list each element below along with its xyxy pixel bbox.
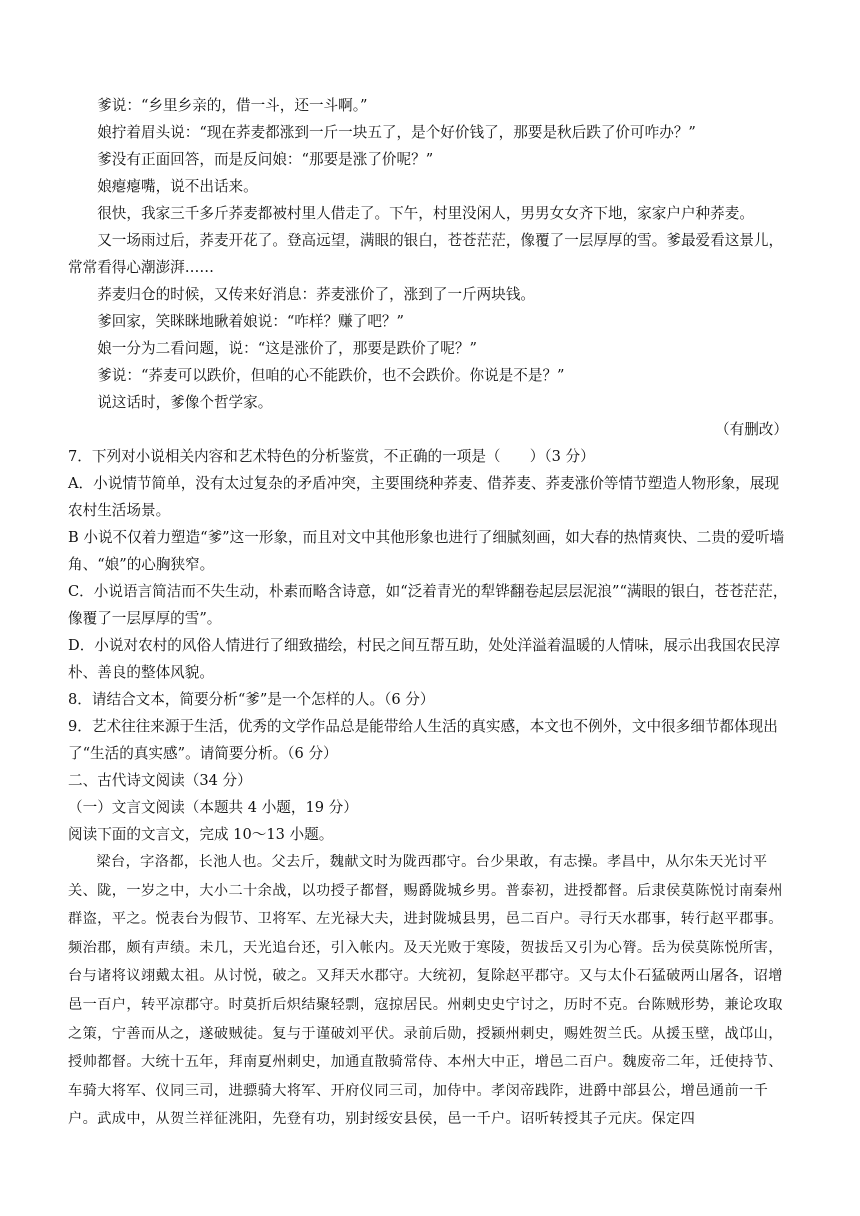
subsection-heading: （一）文言文阅读（本题共 4 小题，19 分） <box>68 799 358 816</box>
question-stem: 7．下列对小说相关内容和艺术特色的分析鉴赏，不正确的一项是（ ）（3 分） <box>68 448 595 465</box>
story-paragraph: 娘一分为二看问题，说：“这是涨价了，那要是跌价了呢？” <box>97 340 477 357</box>
classical-chinese-passage: 梁台，字洛都，长池人也。父去斤，魏献文时为陇西郡守。台少果敢，有志操。孝昌中，从尔朱天光讨平关、陇，一岁之中，大小二十余战，以功授子都督，赐爵陇城乡男。普泰初，进授都督。后隶侯莫陈悦讨南秦州群盗，平之。悦表台为假节、卫将军、左光禄大夫，进封陇城县男，邑二百户。寻行天水郡事，转行赵平郡事。频治郡，颇有声绩。未几，天光追台还，引入帐内。及天光败于寒陵，贺拔岳又引为心膂。岳为侯莫陈悦所害，台与诸将议翊戴太祖。从讨悦，破之。又拜天水郡守。大统初，复除赵平郡守。又与太仆石猛破两山屠各，诏增邑一百户，转平凉郡守。时莫折后炽结聚轻剽，寇掠居民。州刺史史宁讨之，历时不克。台陈贼形势，兼论攻取之策，宁善而从之，遂破贼徒。复与于谨破刘平伏。录前后勋，授颍州刺史，赐姓贺兰氏。从援玉壁，战邙山，授帅都督。大统十五年，拜南夏州刺史，加通直散骑常侍、本州大中正，增邑二百户。魏废帝二年，迁使持节、车骑大将军、仪同三司，进骠骑大将军、开府仪同三司，加侍中。孝闵帝践阼，进爵中部县公，增邑通前一千户。武成中，从贺兰祥征洮阳，先登有功，别封绥安县侯，邑一千户。诏听转授其子元庆。保定四 <box>68 854 783 1128</box>
document-page <box>68 92 792 1134</box>
section-2 <box>68 767 792 1134</box>
question-8: 8．请结合文本，简要分析“爹”是一个怎样的人。（6 分） <box>68 691 435 708</box>
story-paragraph: 娘瘪瘪嘴，说不出话来。 <box>97 178 258 195</box>
story-paragraph: 荞麦归仓的时候，又传来好消息：荞麦涨价了，涨到了一斤两块钱。 <box>97 286 536 303</box>
option-d: D．小说对农村的风俗人情进行了细致描绘，村民之间互帮互助，处处洋溢着温暖的人情味，展示出我国农民淳朴、善良的整体风貌。 <box>68 637 781 681</box>
story-paragraph: 很快，我家三千多斤荞麦都被村里人借走了。下午，村里没闲人，男男女女齐下地，家家户户种荞麦。 <box>97 205 754 222</box>
section-heading: 二、古代诗文阅读（34 分） <box>68 772 252 789</box>
story-paragraph: 娘拧着眉头说：“现在荞麦都涨到一斤一块五了，是个好价钱了，那要是秋后跌了价可咋办？” <box>97 124 696 141</box>
option-c: C．小说语言简洁而不失生动，朴素而略含诗意，如“泛着青光的犁铧翻卷起层层泥浪”“满眼的银白，苍苍茫茫，像覆了一层厚厚的雪”。 <box>68 583 788 627</box>
story-paragraph: 爹回家，笑眯眯地瞅着娘说：“咋样？赚了吧？” <box>97 313 404 330</box>
option-a: A．小说情节简单，没有太过复杂的矛盾冲突，主要围绕种荞麦、借荞麦、荞麦涨价等情节塑造人物形象，展现农村生活场景。 <box>68 475 780 519</box>
story-paragraph: 又一场雨过后，荞麦开花了。登高远望，满眼的银白，苍苍茫茫，像覆了一层厚厚的雪。爹最爱看这景儿，常常看得心潮澎湃…… <box>68 232 784 276</box>
story-paragraph: 爹没有正面回答，而是反问娘：“那要是涨了价呢？” <box>97 151 434 168</box>
reading-instruction: 阅读下面的文言文，完成 10～13 小题。 <box>68 826 334 843</box>
story-paragraph: 爹说：“乡里乡亲的，借一斗，还一斗啊。” <box>97 97 368 114</box>
story-paragraph: 爹说：“荞麦可以跌价，但咱的心不能跌价，也不会跌价。你说是不是？” <box>97 367 565 384</box>
source-note: （有删改） <box>715 421 788 438</box>
story-paragraph: 说这话时，爹像个哲学家。 <box>97 394 273 411</box>
question-7 <box>68 443 792 686</box>
story-excerpt <box>68 92 792 443</box>
option-b: B 小说不仅着力塑造“爹”这一形象，而且对文中其他形象也进行了细腻刻画，如大春的热情爽快、二贵的爱听墙角、“娘”的心胸狭窄。 <box>68 529 785 573</box>
question-9: 9．艺术往往来源于生活，优秀的文学作品总是能带给人生活的真实感，本文也不例外，文中很多细节都体现出了“生活的真实感”。请简要分析。（6 分） <box>68 718 778 762</box>
